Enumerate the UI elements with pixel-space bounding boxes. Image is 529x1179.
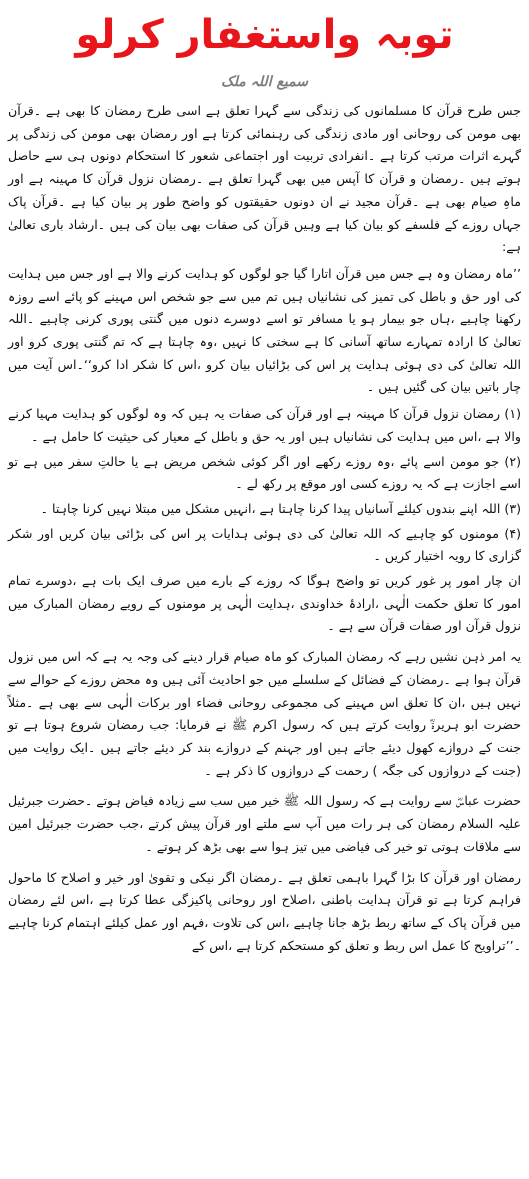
author-name: سمیع اللہ ملک — [221, 74, 308, 90]
point-three: (۳) اللہ اپنے بندوں کیلئے آسانیاں پیدا کرنا چاہتا ہے ،انہیں مشکل میں مبتلا نہیں کرنا چاہتا ۔ — [40, 500, 521, 516]
point-four: (۴) مومنوں کو چاہیے کہ اللہ تعالیٰ کی دی ہوئی ہدایات پر اس کی بڑائی بیان کریں اور شکر گزاری کا رویہ اختیار کریں ۔ — [8, 525, 521, 564]
analysis-paragraph: ان چار امور پر غور کریں تو واضح ہوگا کہ روزے کے بارے میں صرف ایک بات ہے ،دوسرے تمام امور کا تعلق حکمت الٰہی ،ارادۂ خداوندی ،ہدایت الٰہی پر مومنوں کے رویے رمضان المبارک میں نزول قرآن اور صفات قرآن سے ہے ۔ — [8, 573, 521, 634]
abbas-narration-paragraph: حضرت عباسؓ سے روایت ہے کہ رسول اللہ ﷺ خیر میں سب سے زیادہ فیاض ہوتے ۔حضرت جبرئیل علیہ السلام رمضان کی ہر رات میں آپ سے ملتے اور قرآن پیش کرتے ،جب حضرت جبرئیل امین سے ملاقات ہوتی تو خیر کی فیاضی میں تیز ہوا سے بھی بڑھ کر ہوتے ۔ — [8, 793, 521, 854]
quran-quote-paragraph: ’’ماہ رمضان وہ ہے جس میں قرآن اتارا گیا جو لوگوں کو ہدایت کرنے والا ہے اور جس میں ہدایت کی اور حق و باطل کی تمیز کی نشانیاں ہیں تم میں سے جو شخص اس مہینے کو پائے اسے روزہ رکھنا چاہیے ،ہاں جو بیمار ہو یا مسافر تو اسے دوسرے دنوں میں گنتی پوری کرنی چاہیے ۔اللہ تعالیٰ کا ارادہ تمہارے ساتھ آسانی کا ہے سختی کا نہیں ،وہ چاہتا ہے کہ تم گنتی پوری کرو اور اللہ تعالیٰ کی دی ہوئی ہدایت پر اس کی بڑائیاں بیان کرو ،اس کا شکر ادا کرو‘‘۔اس آیت میں چار باتیں بیان کی گئیں ہیں ۔ — [8, 265, 521, 395]
point-two: (۲) جو مومن اسے پائے ،وہ روزے رکھے اور اگر کوئی شخص مریض ہے یا حالتِ سفر میں ہے تو اسے اجازت ہے کہ یہ روزے کسی اور موقع پر رکھ لے ۔ — [8, 453, 521, 492]
hadith-paragraph: یہ امر ذہن نشیں رہے کہ رمضان المبارک کو ماہ صیام قرار دینے کی وجہ یہ ہے کہ اس میں نزول قرآن ہوا ہے ۔رمضان کے فضائل کے سلسلے میں جو احادیث آئی ہیں وہ محض روزے کے حوالے سے نہیں ہیں ،ان کا تعلق اس مہینے کی مجموعی روحانی فضاء اور برکات الٰہی سے بھی ہے ۔مثلاً حضرت ابو ہریرۃؓ روایت کرتے ہیں کہ رسول اکرم ﷺ نے فرمایا: جب رمضان شروع ہوتا ہے تو جنت کے دروازے کھول دیئے جاتے ہیں اور جہنم کے دروازے بند کر دیئے جاتے ہیں ۔ایک روایت میں (جنت کے دروازوں کی جگہ ) رحمت کے دروازوں کا ذکر ہے ۔ — [8, 649, 521, 778]
article-title: توبہ واستغفار کرلو — [75, 12, 454, 58]
intro-paragraph: جس طرح قرآن کا مسلمانوں کی زندگی سے گہرا تعلق ہے اسی طرح رمضان کا بھی ہے ۔قرآن بھی مومن کی روحانی اور مادی زندگی کی رہنمائی کرتا ہے اور رمضان بھی مومن کی زندگی پر گہرے اثرات مرتب کرتا ہے ۔انفرادی تربیت اور اجتماعی شعور کا استحکام دونوں ہی سے حاصل ہوتے ہیں ۔رمضان و قرآن کا آپس میں بھی گہرا تعلق ہے ۔رمضان نزول قرآن کا مہینہ ہے اور ماہِ صیام بھی ہے ۔قرآن مجید نے ان دونوں حقیقتوں کو واضح طور پر بیان کیا ہے ۔قرآن پاک جہاں روزے کے فلسفے کو بیان کیا ہے وہیں قرآن کی صفات بھی بیان کی ہیں ۔ارشاد باری تعالیٰ ہے: — [8, 103, 521, 255]
point-one: (۱) رمضان نزول قرآن کا مہینہ ہے اور قرآن کی صفات یہ ہیں کہ وہ لوگوں کو ہدایت مہیا کرنے والا ہے ،اس میں ہدایت کی نشانیاں ہیں اور یہ حق و باطل کے معیار کی حیثیت کا حامل ہے ۔ — [8, 406, 521, 444]
closing-paragraph: رمضان اور قرآن کا بڑا گہرا باہمی تعلق ہے ۔رمضان اگر نیکی و تقویٰ اور خیر و اصلاح کا ماحول فراہم کرتا ہے تو قرآن ہدایت باطنی ،اصلاح اور روحانی پاکیزگی عطا کرتا ہے ،اس لئے رمضان میں قرآن پاک کے ساتھ ربط بڑھ جانا چاہیے ،اس کی تلاوت ،فہم اور عمل کیلئے اہتمام کرنا چاہیے ۔’’تراویح کا عمل اس ربط و تعلق کو مستحکم کرتا ہے ،اس کے — [8, 869, 521, 953]
